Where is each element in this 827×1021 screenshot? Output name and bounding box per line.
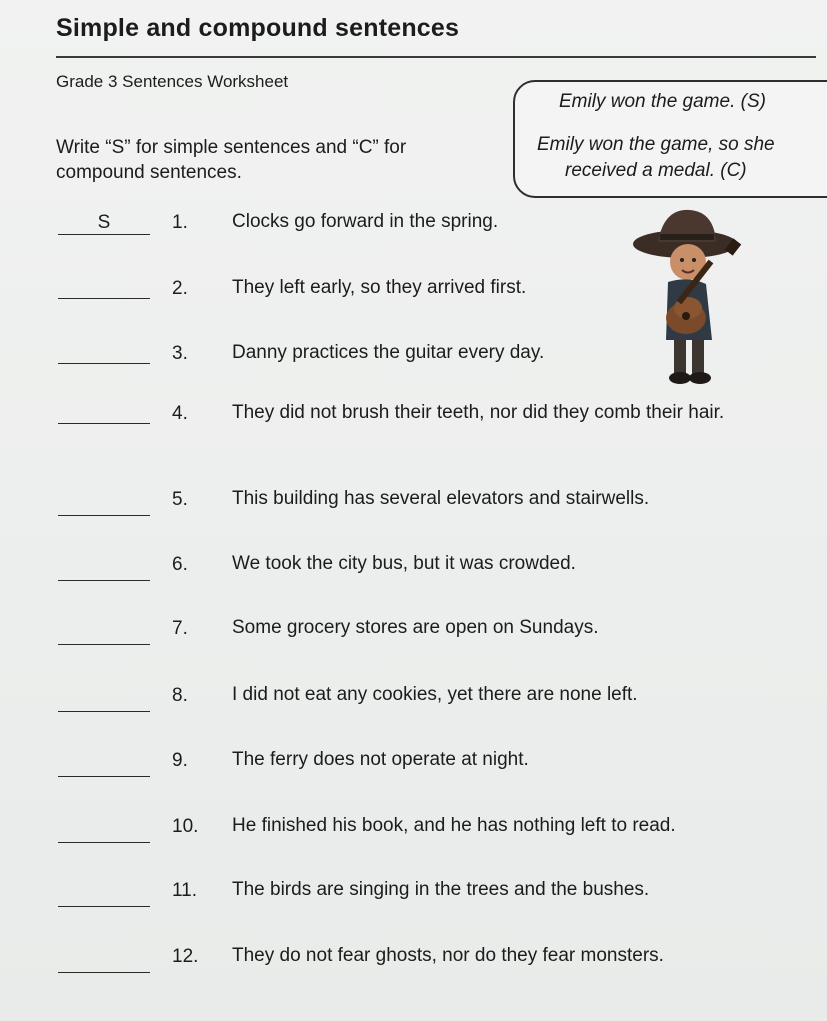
sentence-number: 10.	[172, 816, 199, 837]
sentence-item-4	[0, 391, 827, 431]
answer-blank[interactable]	[58, 423, 150, 424]
answer-blank[interactable]	[58, 580, 150, 581]
sentence-item-7	[0, 606, 827, 646]
sentence-number: 5.	[172, 489, 188, 510]
sentence-item-11	[0, 868, 827, 908]
sentence-text: Some grocery stores are open on Sundays.	[232, 617, 599, 638]
sentence-number: 3.	[172, 343, 188, 364]
answer-text: S	[97, 212, 111, 233]
sentence-number: 2.	[172, 278, 188, 299]
sentence-text: We took the city bus, but it was crowded.	[232, 553, 576, 574]
sentence-number: 11.	[172, 880, 198, 901]
answer-blank[interactable]	[58, 776, 150, 777]
sentence-number: 8.	[172, 685, 188, 706]
sentence-item-9	[0, 738, 827, 778]
answer-blank[interactable]	[58, 711, 150, 712]
answer-blank[interactable]	[58, 298, 150, 299]
sentence-number: 9.	[172, 750, 188, 771]
sentence-text: The ferry does not operate at night.	[232, 749, 529, 770]
page-subtitle: Grade 3 Sentences Worksheet	[56, 72, 289, 91]
answer-blank[interactable]	[58, 363, 150, 364]
sentence-item-6	[0, 542, 827, 582]
sentence-number: 12.	[172, 946, 199, 967]
sentence-text: I did not eat any cookies, yet there are none left.	[232, 684, 638, 705]
example-box	[513, 80, 827, 198]
sentence-text: He finished his book, and he has nothing left to read.	[232, 815, 676, 836]
sentence-item-10	[0, 804, 827, 844]
title-divider	[56, 56, 816, 58]
example-compound-line1: Emily won the game, so she	[537, 134, 775, 155]
sentence-text: This building has several elevators and stairwells.	[232, 488, 650, 509]
sentence-number: 7.	[172, 618, 188, 639]
sentence-text: They did not brush their teeth, nor did they comb their hair.	[232, 402, 725, 423]
answer-blank[interactable]	[58, 842, 150, 843]
page-title: Simple and compound sentences	[56, 14, 460, 42]
sentence-text: They do not fear ghosts, nor do they fear monsters.	[232, 945, 664, 966]
answer-blank[interactable]	[58, 906, 150, 907]
sentence-item-12	[0, 934, 827, 974]
example-compound-line2: received a medal. (C)	[565, 160, 747, 181]
answer-blank[interactable]	[58, 515, 150, 516]
instruction-text: Write “S” for simple sentences and “C” for compound sentences.	[56, 137, 407, 183]
answer-blank[interactable]	[58, 234, 150, 235]
example-simple: Emily won the game. (S)	[559, 91, 766, 112]
sentence-number: 4.	[172, 403, 188, 424]
sentence-text: Clocks go forward in the spring.	[232, 211, 499, 232]
sentence-text: Danny practices the guitar every day.	[232, 342, 545, 363]
sentence-number: 6.	[172, 554, 188, 575]
sentence-item-8	[0, 673, 827, 713]
sentence-item-1	[0, 200, 827, 240]
sentence-text: The birds are singing in the trees and the bushes.	[232, 879, 650, 900]
sentence-item-5	[0, 477, 827, 517]
answer-blank[interactable]	[58, 644, 150, 645]
answer-blank[interactable]	[58, 972, 150, 973]
sentence-text: They left early, so they arrived first.	[232, 277, 527, 298]
sentence-item-3	[0, 331, 827, 371]
sentence-item-2	[0, 266, 827, 306]
sentence-number: 1.	[172, 212, 188, 233]
